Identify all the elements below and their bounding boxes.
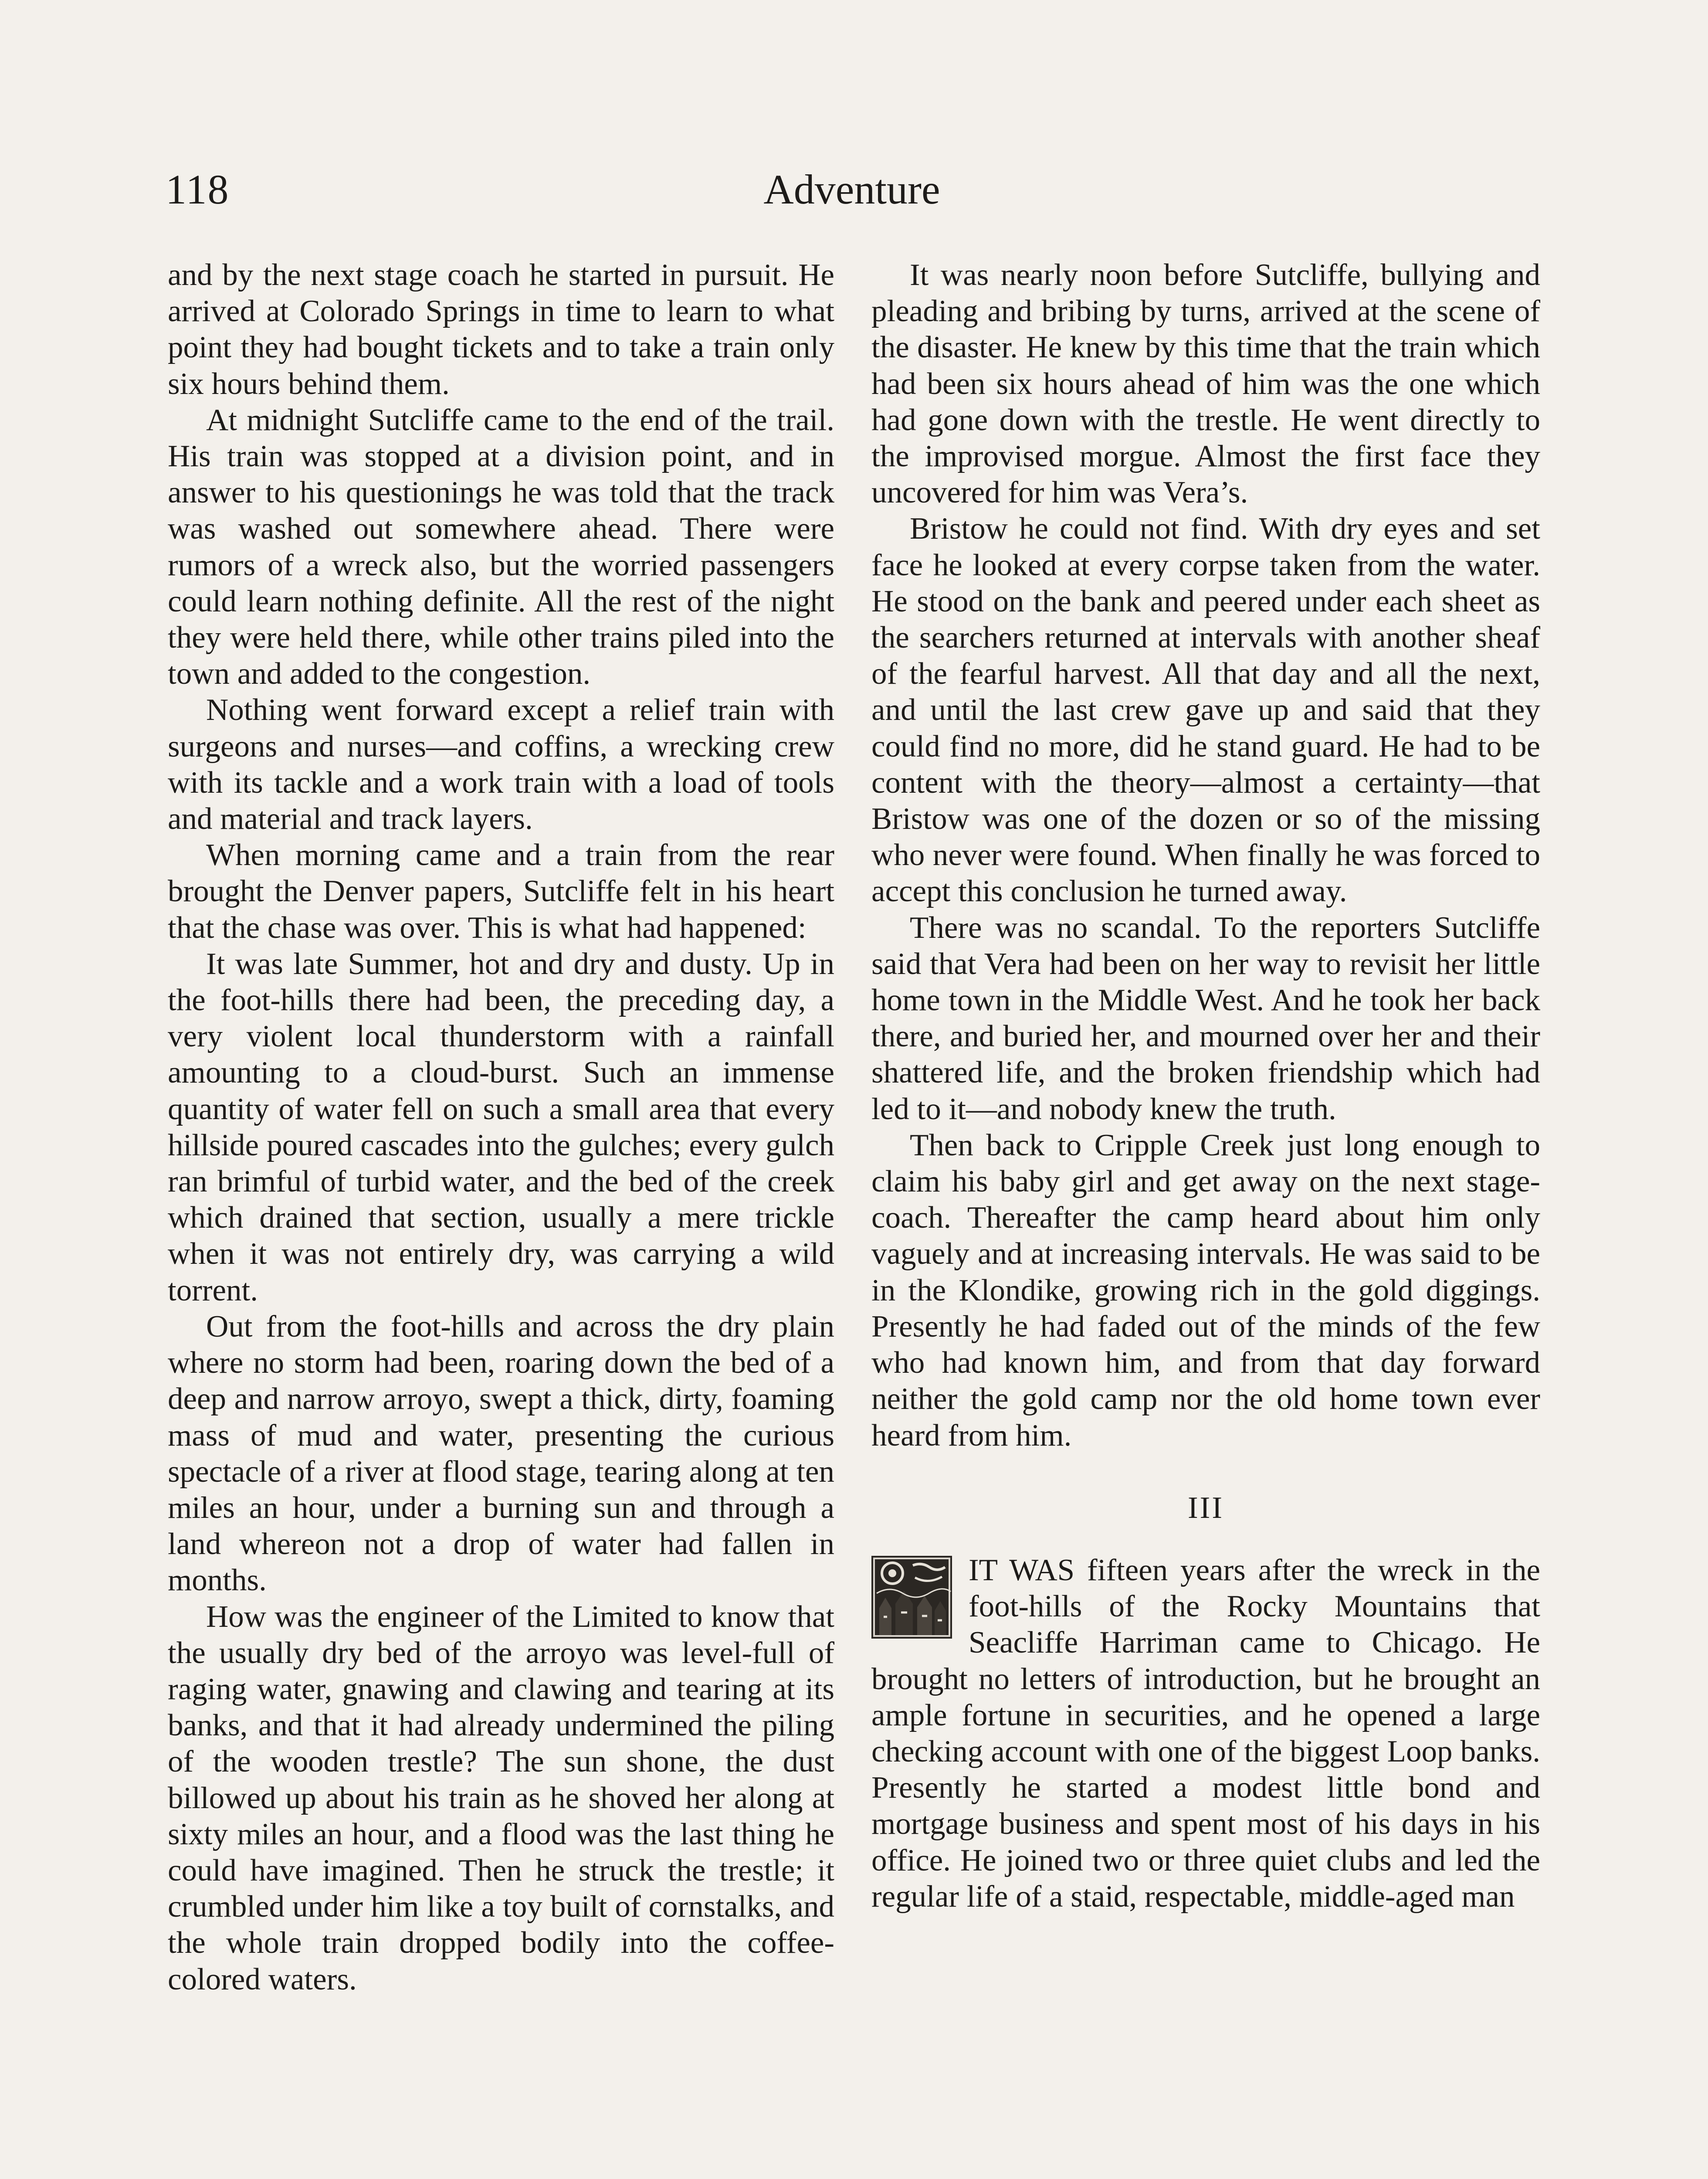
paragraph: Then back to Cripple Creek just long enough to claim his baby girl and get away on the next stage-coach. Thereafter the camp heard about him only vaguely and at increasing intervals. He was said to be in the Klondike, growing rich in the gold diggings. Presently he had faded out of the minds of the few who had known him, and from that day forward neither the gold camp nor the old home town ever heard from him. bbox=[871, 1128, 1540, 1453]
paragraph: How was the engineer of the Limited to know that the usually dry bed of the arroyo was level-full of raging water, gnawing and clawing and tearing at its banks, and that it had already undermined the piling of the wooden trestle? The sun shone, the dust billowed up about his train as he shoved her along at sixty miles an hour, and a flood was the last thing he could have imagined. Then he struck the trestle; it crumbled under him like a toy built of cornstalks, and the whole train dropped bodily into the coffee-colored waters. bbox=[168, 1599, 834, 1996]
left-column bbox=[168, 257, 834, 1998]
section-first-paragraph-text: IT WAS fifteen years after the wreck in the foot-hills of the Rocky Mountains that Seacliffe Harriman came to Chicago. He brought no letters of introduction, but he brought an ample fortune in securities, and he opened a large checking account with one of the biggest Loop banks. Presently he started a modest little bond and mortgage business and spent most of his days in his office. He joined two or three quiet clubs and led the regular life of a staid, respectable, middle-aged man bbox=[871, 1553, 1540, 1914]
page-number: 118 bbox=[166, 166, 230, 213]
right-column bbox=[871, 257, 1540, 1915]
ornamental-drop-cap-icon bbox=[871, 1556, 952, 1639]
paragraph: It was nearly noon before Sutcliffe, bullying and pleading and bribing by turns, arrived at the scene of the disaster. He knew by this time that the train which had been six hours ahead of him was the one which had gone down with the trestle. He went directly to the improvised morgue. Almost the first face they uncovered for him was Vera’s. bbox=[871, 258, 1540, 510]
running-title: Adventure bbox=[763, 166, 940, 213]
section-heading: III bbox=[1188, 1490, 1224, 1525]
paragraph: When morning came and a train from the rear brought the Denver papers, Sutcliffe felt in his heart that the chase was over. This is what had happened: bbox=[168, 838, 834, 945]
paragraph: Nothing went forward except a relief train with surgeons and nurses—and coffins, a wrecking crew with its tackle and a work train with a load of tools and material and track layers. bbox=[168, 693, 834, 836]
paragraph: At midnight Sutcliffe came to the end of the trail. His train was stopped at a division point, and in answer to his questionings he was told that the track was washed out somewhere ahead. There were rumors of a wreck also, but the worried passengers could learn nothing definite. All the rest of the night they were held there, while other trains piled into the town and added to the congestion. bbox=[168, 403, 834, 691]
paragraph: Out from the foot-hills and across the dry plain where no storm had been, roaring down the bed of a deep and narrow arroyo, swept a thick, dirty, foaming mass of mud and water, presenting the curious spectacle of a river at flood stage, tearing along at ten miles an hour, under a burning sun and through a land whereon not a drop of water had fallen in months. bbox=[168, 1309, 834, 1598]
paragraph: Bristow he could not find. With dry eyes and set face he looked at every corpse taken from the water. He stood on the bank and peered under each sheet as the searchers returned at intervals with another sheaf of the fearful harvest. All that day and all the next, and until the last crew gave up and said that they could find no more, did he stand guard. He had to be content with the theory—almost a certainty—that Bristow was one of the dozen or so of the missing who never were found. When finally he was forced to accept this conclusion he turned away. bbox=[871, 512, 1540, 909]
paragraph: There was no scandal. To the reporters Sutcliffe said that Vera had been on her way to revisit her little home town in the Middle West. And he took her back there, and buried her, and mourned over her and their shattered life, and the broken friendship which had led to it—and nobody knew the truth. bbox=[871, 910, 1540, 1126]
section-first-paragraph bbox=[871, 1552, 1540, 1915]
paragraph: It was late Summer, hot and dry and dusty. Up in the foot-hills there had been, the preceding day, a very violent local thunderstorm with a rainfall amounting to a cloud-burst. Such an immense quantity of water fell on such a small area that every hillside poured cascades into the gulches; every gulch ran brimful of turbid water, and the bed of the creek which drained that section, usually a mere trickle when it was not entirely dry, was carrying a wild torrent. bbox=[168, 947, 834, 1307]
page-header bbox=[166, 157, 1538, 222]
paragraph: and by the next stage coach he started in pursuit. He arrived at Colorado Springs in time to learn to what point they had bought tickets and to take a train only six hours behind them. bbox=[168, 258, 834, 401]
